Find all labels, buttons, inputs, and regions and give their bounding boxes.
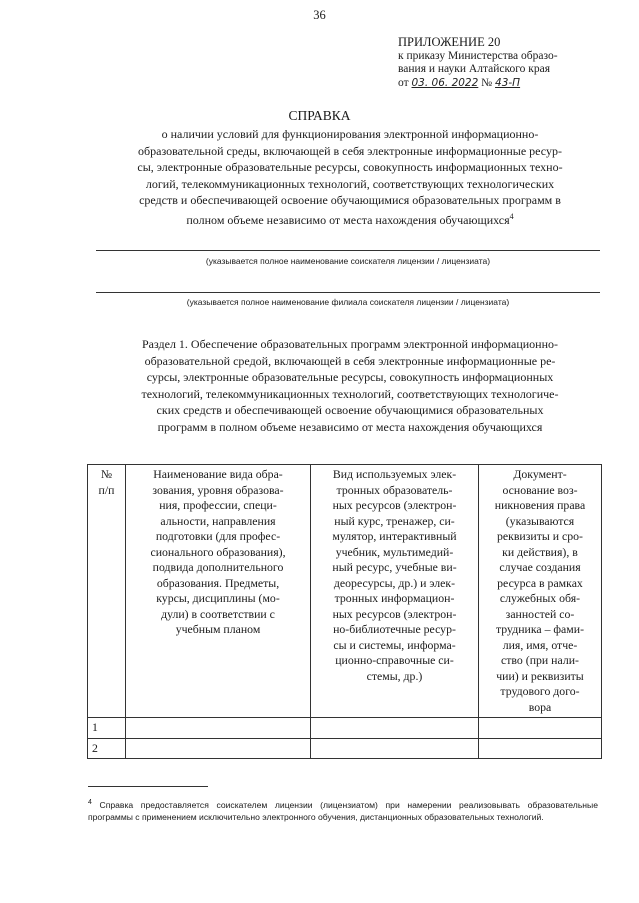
header-cell-number xyxy=(88,465,126,718)
header-text: ный курс, тренажер, си- xyxy=(334,513,455,528)
header-text: Наименование вида обра- xyxy=(153,467,283,481)
section-line: сурсы, электронные образовательные ресурсы, совокупность информационных xyxy=(146,370,554,384)
subtitle-line xyxy=(100,209,600,229)
number-label: № xyxy=(481,76,493,89)
header-text: Вид используемых элек- xyxy=(332,467,457,481)
header-text: ки действия), в xyxy=(502,544,578,559)
header-text: стемы, др.) xyxy=(366,668,423,683)
subtitle-line: о наличии условий для функционирования электронной информационно- xyxy=(161,127,539,141)
table-header-row xyxy=(88,465,602,718)
header-text: служебных обя- xyxy=(499,591,581,605)
header-text: учебным планом xyxy=(175,622,261,636)
document-title: СПРАВКА xyxy=(288,108,351,123)
header-text: вора xyxy=(528,699,552,714)
header-cell-document-basis xyxy=(479,465,602,718)
header-text: ния, профессии, специ- xyxy=(159,498,277,512)
header-cell-program xyxy=(126,465,311,718)
header-text: реквизиты и сро- xyxy=(497,529,583,543)
header-text: случае создания xyxy=(499,560,581,574)
appendix-date-line xyxy=(398,77,598,91)
footnote-reference: 4 xyxy=(509,211,514,221)
header-text: сы и системы, информа- xyxy=(333,637,456,652)
header-text: дули) в соответствии с xyxy=(161,606,275,621)
header-text: трудового дого- xyxy=(500,684,580,698)
header-text: никновения права xyxy=(494,498,586,512)
header-text: чии) и реквизиты xyxy=(496,668,584,683)
subtitle-line: сы, электронные образовательные ресурсы, совокупность информационных техно- xyxy=(137,160,563,174)
header-cell-resource-type xyxy=(311,465,479,718)
footnote-separator xyxy=(88,786,208,787)
section-line: программ в полном объеме независимо от места нахождения обучающихся xyxy=(157,419,543,434)
program-cell[interactable] xyxy=(126,738,311,759)
header-text: занностей со- xyxy=(505,606,575,621)
section-line: Раздел 1. Обеспечение образовательных программ электронной информационно- xyxy=(141,337,559,351)
header-text: (указываются xyxy=(505,513,575,528)
header-text: п/п xyxy=(98,482,115,497)
header-text: тронных образователь- xyxy=(336,482,453,497)
header-text: учебник, мультимедий- xyxy=(335,544,454,559)
section-line: технологий, телекоммуникационных технологий, соответствующих технологиче- xyxy=(141,386,559,401)
header-text: ный ресурс, учебные ви- xyxy=(332,560,457,574)
document-subtitle xyxy=(100,126,600,228)
branch-name-caption: (указывается полное наименование филиала соискателя лицензии / лицензиата) xyxy=(186,297,510,307)
appendix-block xyxy=(398,36,598,90)
subtitle-line: образовательной среды, включающей в себя электронные информационные ресур- xyxy=(138,143,562,158)
subtitle-line: логий, телекоммуникационных технологий, соответствующих технологических xyxy=(145,176,555,191)
footnote xyxy=(88,797,598,823)
section-1-heading xyxy=(100,336,600,435)
row-number-cell: 2 xyxy=(88,738,126,759)
header-text: образования. Предметы, xyxy=(156,575,280,590)
handwritten-date: 03. 06. 2022 xyxy=(411,76,479,89)
program-cell[interactable] xyxy=(126,718,311,739)
table-row xyxy=(88,718,602,739)
section-line: образовательной средой, включающей в себя электронные информационные ре- xyxy=(144,353,556,368)
header-text: ных ресурсов (электрон- xyxy=(332,606,457,621)
resource-type-cell[interactable] xyxy=(311,738,479,759)
header-text: но-библиотечные ресур- xyxy=(333,622,456,636)
header-text: тронных информацион- xyxy=(334,591,455,605)
resource-type-cell[interactable] xyxy=(311,718,479,739)
date-prefix: от xyxy=(398,76,409,89)
page-number: 36 xyxy=(313,8,326,22)
row-number-cell: 1 xyxy=(88,718,126,739)
licensee-name-caption: (указывается полное наименование соискателя лицензии / лицензиата) xyxy=(205,256,491,266)
header-text: лия, имя, отче- xyxy=(502,637,578,652)
resources-table xyxy=(87,464,602,759)
header-text: ционно-справочные си- xyxy=(335,653,454,667)
header-text: подготовки (для профес- xyxy=(155,529,281,543)
header-text: ных ресурсов (электрон- xyxy=(332,498,457,512)
subtitle-line: средств и обеспечивающей освоение обучающимися образовательных программ в xyxy=(139,193,561,207)
table-row xyxy=(88,738,602,759)
header-text: ресурса в рамках xyxy=(497,575,583,590)
footnote-text: Справка предоставляется соискателем лицензии (лицензиатом) при намерении реализовывать образовательные программы с применением исключительно электронного обучения, дистанционных образовательных технологий. xyxy=(88,799,598,822)
header-text: мулятор, интерактивный xyxy=(332,529,457,543)
header-text: сионального образования), xyxy=(150,544,286,559)
licensee-name-line xyxy=(96,250,600,251)
header-text: основание воз- xyxy=(502,482,578,497)
appendix-line-1: к приказу Министерства образо- xyxy=(398,49,558,62)
document-basis-cell[interactable] xyxy=(479,738,602,759)
header-text: ство (при нали- xyxy=(501,653,579,667)
header-text: № xyxy=(100,467,113,481)
header-text: зования, уровня образова- xyxy=(152,482,284,497)
header-text: альности, направления xyxy=(160,513,276,528)
header-text: трудника – фами- xyxy=(496,622,584,636)
header-text: подвида дополнительного xyxy=(152,560,284,574)
footnote-marker: 4 xyxy=(88,799,92,806)
header-text: курсы, дисциплины (мо- xyxy=(156,591,280,605)
document-basis-cell[interactable] xyxy=(479,718,602,739)
appendix-line-2: вания и науки Алтайского края xyxy=(398,63,551,75)
header-text: деоресурсы, др.) и элек- xyxy=(333,575,456,590)
subtitle-line-text: полном объеме независимо от места нахождения обучающихся xyxy=(186,212,510,227)
appendix-title: ПРИЛОЖЕНИЕ 20 xyxy=(398,35,501,49)
header-text: Документ- xyxy=(513,467,567,481)
branch-name-line xyxy=(96,292,600,293)
section-line: ских средств и обеспечивающей освоение обучающимися образовательных xyxy=(156,403,544,417)
handwritten-order-number: 43-П xyxy=(495,76,521,89)
